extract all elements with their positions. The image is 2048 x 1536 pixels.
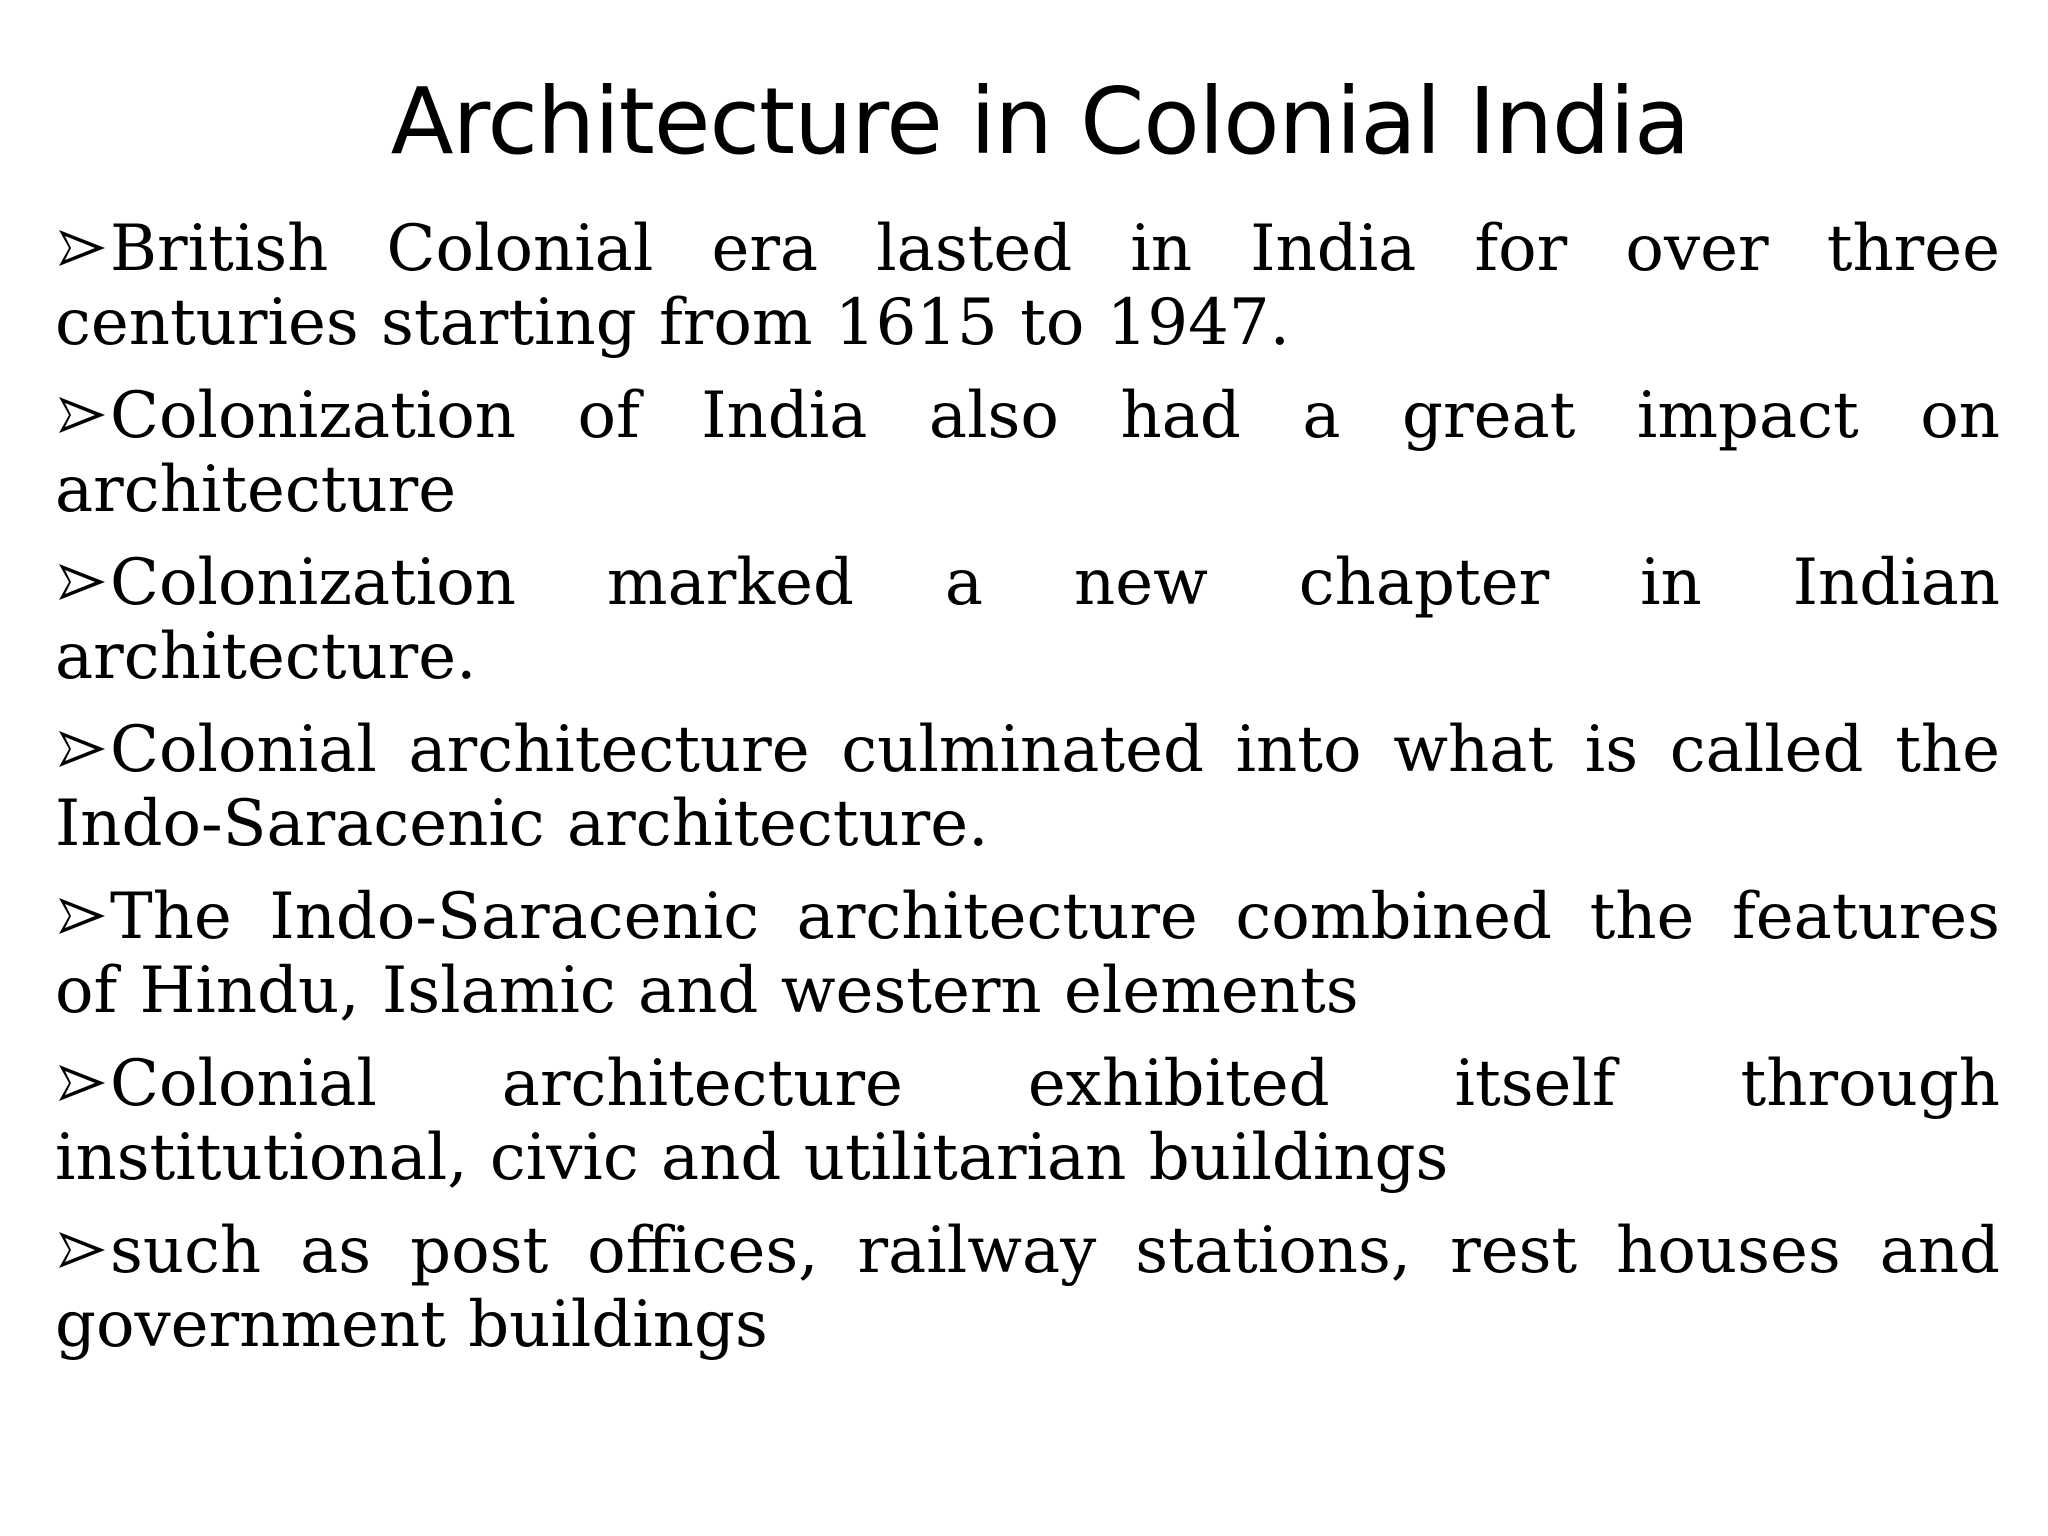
arrowhead-bullet-icon [55, 725, 110, 773]
bullet-text: Colonization of India also had a great impact on architecture [55, 379, 2000, 527]
bullet-item [55, 546, 2000, 694]
bullet-list [55, 212, 2000, 1381]
bullet-text: The Indo-Saracenic architecture combined the features of Hindu, Islamic and western elements [55, 880, 2000, 1028]
arrowhead-bullet-icon [55, 892, 110, 940]
arrowhead-bullet-icon [55, 1059, 110, 1107]
arrowhead-bullet-icon [55, 558, 110, 606]
bullet-item [55, 880, 2000, 1028]
bullet-text: British Colonial era lasted in India for over three centuries starting from 1615 to 1947. [55, 212, 2000, 360]
slide-title: Architecture in Colonial India [390, 68, 1690, 175]
bullet-item [55, 1047, 2000, 1195]
bullet-text: such as post offices, railway stations, rest houses and government buildings [55, 1214, 2000, 1362]
bullet-text: Colonial architecture culminated into what is called the Indo-Saracenic architecture. [55, 713, 2000, 861]
bullet-item [55, 212, 2000, 360]
bullet-text: Colonial architecture exhibited itself through institutional, civic and utilitarian buildings [55, 1047, 2000, 1195]
bullet-text: Colonization marked a new chapter in Indian architecture. [55, 546, 2000, 694]
bullet-item [55, 713, 2000, 861]
bullet-item [55, 1214, 2000, 1362]
arrowhead-bullet-icon [55, 224, 110, 272]
arrowhead-bullet-icon [55, 1226, 110, 1274]
bullet-item [55, 379, 2000, 527]
arrowhead-bullet-icon [55, 391, 110, 439]
